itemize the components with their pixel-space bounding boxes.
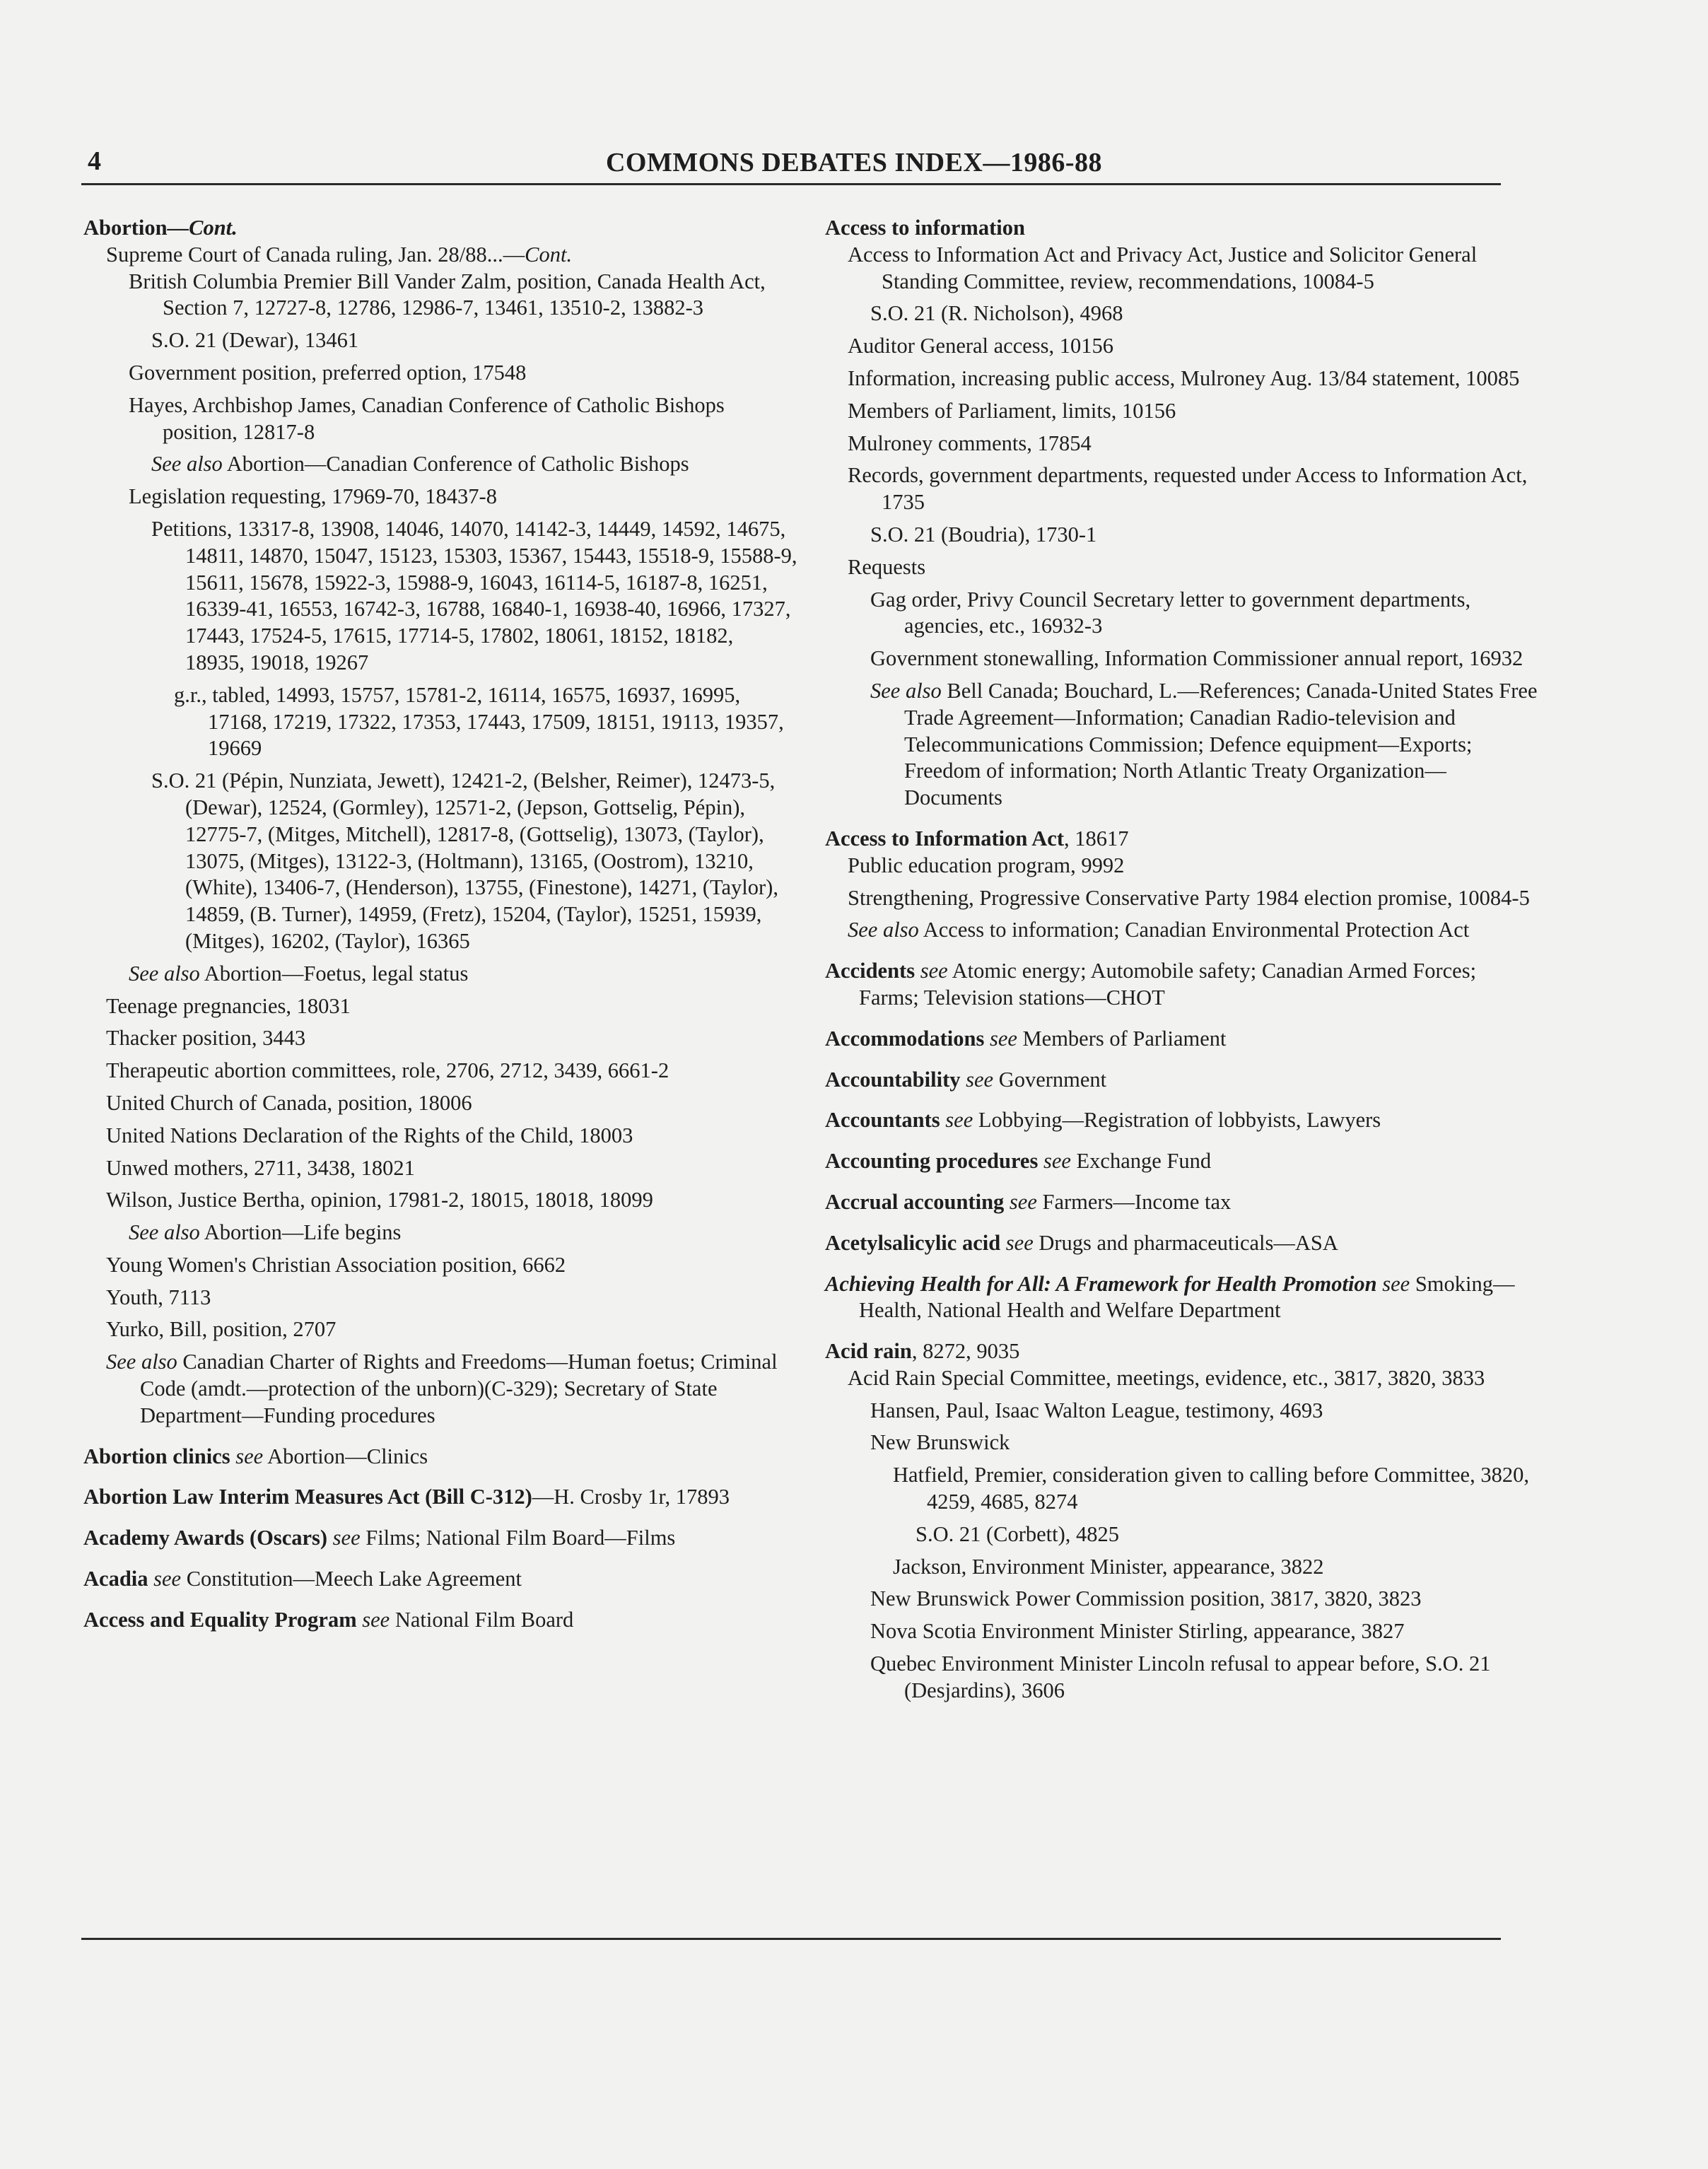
entry-text: Auditor General access, 10156 (848, 334, 1114, 358)
entry-text: Wilson, Justice Bertha, opinion, 17981-2, 18015, 18018, 18099 (106, 1188, 653, 1212)
index-subentry (848, 853, 1539, 879)
entry-text: Lobbying—Registration of lobbyists, Lawyers (973, 1108, 1381, 1133)
entry-text (327, 1526, 333, 1550)
entry-text: Acadia (83, 1567, 148, 1591)
entry-text: National Film Board (390, 1607, 574, 1632)
index-subentry (870, 1586, 1539, 1613)
index-subentry (870, 678, 1539, 812)
entry-text: Mulroney comments, 17854 (848, 431, 1092, 455)
entry-text: see (153, 1567, 182, 1591)
entry-text: S.O. 21 (Pépin, Nunziata, Jewett), 12421-2, (Belsher, Reimer), 12473-5, (Dewar), 12524, (Gormley), 12571-2, (Jepson, Gottselig, Pépin), 12775-7, (Mitges, Mitchell), 12817-8, (Gottselig), 13073, (Taylor), 13075, (Mitges), 13122-3, (Holtmann), 13165, (Oostrom), 13210, (White), 13406-7, (Henderson), 13755, (Finestone), 14271, (Taylor), 14859, (B. Turner), 14959, (Fretz), 15204, (Taylor), 15251, 15939, (Mitges), 16202, (Taylor), 16365 (151, 768, 778, 953)
entry-text: Government stonewalling, Information Commissioner annual report, 16932 (870, 646, 1523, 671)
index-heading-entry (83, 1525, 797, 1552)
entry-text (1000, 1231, 1006, 1255)
entry-text: Youth, 7113 (106, 1285, 211, 1309)
entry-text: Teenage pregnancies, 18031 (106, 993, 351, 1018)
entry-text: Constitution—Meech Lake Agreement (181, 1567, 522, 1591)
index-heading-entry (825, 958, 1539, 1012)
entry-text: Young Women's Christian Association position, 6662 (106, 1252, 566, 1277)
entry-text: Members of Parliament, limits, 10156 (848, 398, 1176, 423)
index-subentry (916, 1521, 1539, 1548)
index-subentry (893, 1462, 1539, 1516)
entry-text: Cont. (525, 242, 573, 267)
index-subentry (848, 242, 1539, 296)
entry-text: —Cont. (167, 216, 238, 240)
index-heading-entry (825, 1107, 1539, 1134)
index-subentry (106, 1155, 797, 1182)
entry-text: see (1043, 1149, 1071, 1174)
index-subentry (870, 645, 1539, 672)
entry-text: Access to information; Canadian Environmental Protection Act (918, 918, 1470, 942)
entry-text: Unwed mothers, 2711, 3438, 18021 (106, 1155, 415, 1180)
entry-text (984, 1027, 990, 1051)
index-subentry (870, 1430, 1539, 1456)
entry-text: , 8272, 9035 (911, 1339, 1020, 1364)
index-subentry (106, 993, 797, 1020)
index-subentry (106, 1187, 797, 1214)
index-subentry (893, 1554, 1539, 1581)
entry-text: Access to information (825, 216, 1025, 240)
entry-text: See also (106, 1350, 177, 1374)
index-subentry (870, 1618, 1539, 1645)
index-heading-entry (825, 1189, 1539, 1216)
index-heading-entry (83, 215, 797, 242)
entry-text: See also (151, 452, 223, 477)
entry-text: Accountability (825, 1067, 961, 1092)
index-subentry (848, 366, 1539, 392)
index-subentry (106, 1123, 797, 1150)
index-subentry (174, 682, 797, 762)
entry-text: see (966, 1067, 994, 1092)
entry-text: S.O. 21 (Corbett), 4825 (916, 1521, 1120, 1546)
entry-text: Requests (848, 554, 926, 579)
index-subentry (106, 242, 797, 269)
index-heading-entry (825, 1271, 1539, 1325)
index-heading-entry (83, 1607, 797, 1634)
entry-text: see (1382, 1271, 1410, 1296)
entry-text: Nova Scotia Environment Minister Stirling, appearance, 3827 (870, 1619, 1405, 1644)
entry-text: British Columbia Premier Bill Vander Zalm, position, Canada Health Act, Section 7, 12727-8, 12786, 12986-7, 13461, 13510-2, 13882-3 (129, 269, 766, 320)
entry-text: Petitions, 13317-8, 13908, 14046, 14070, 14142-3, 14449, 14592, 14675, 14811, 14870, 15047, 15123, 15303, 15367, 15443, 15518-9, 15588-9, 15611, 15678, 15922-3, 15988-9, 16043, 16114-5, 16187-8, 16251, 16339-41, 16553, 16742-3, 16788, 16840-1, 16938-40, 16966, 17327, 17443, 17524-5, 17615, 17714-5, 17802, 18061, 18152, 18182, 18935, 19018, 19267 (151, 516, 797, 674)
entry-text: see (362, 1607, 390, 1632)
index-column-left (83, 215, 797, 1634)
index-subentry (106, 1349, 797, 1429)
entry-text: Access and Equality Program (83, 1607, 357, 1632)
index-subentry (129, 392, 797, 446)
entry-text: Hansen, Paul, Isaac Walton League, testimony, 4693 (870, 1398, 1323, 1422)
index-subentry (870, 1398, 1539, 1425)
index-subentry (848, 462, 1539, 516)
entry-text: United Nations Declaration of the Rights of the Child, 18003 (106, 1123, 633, 1147)
index-heading-entry (825, 1148, 1539, 1175)
index-subentry (129, 360, 797, 387)
index-subentry (848, 333, 1539, 360)
entry-text: Accommodations (825, 1026, 985, 1051)
index-heading-entry (83, 1566, 797, 1593)
index-subentry (106, 1252, 797, 1279)
index-column-right (825, 215, 1539, 1705)
entry-text: Strengthening, Progressive Conservative Party 1984 election promise, 10084-5 (848, 885, 1530, 910)
index-subentry (106, 1025, 797, 1052)
entry-text: Acid Rain Special Committee, meetings, evidence, etc., 3817, 3820, 3833 (848, 1365, 1485, 1390)
index-heading-entry (825, 1230, 1539, 1257)
entry-text: Farmers—Income tax (1036, 1189, 1232, 1214)
entry-text: S.O. 21 (Boudria), 1730-1 (870, 522, 1097, 546)
entry-text: Abortion Law Interim Measures Act (Bill C-312) (83, 1485, 532, 1509)
entry-text: see (235, 1444, 264, 1468)
index-subentry (151, 516, 797, 677)
index-subentry (848, 1365, 1539, 1392)
entry-text: see (920, 959, 948, 983)
entry-text: Acetylsalicylic acid (825, 1230, 1001, 1255)
index-subentry (848, 917, 1539, 944)
entry-text: Thacker position, 3443 (106, 1026, 306, 1051)
index-subentry (106, 1285, 797, 1311)
entry-text: see (945, 1108, 973, 1133)
index-heading-entry (825, 215, 1539, 242)
entry-text: g.r., tabled, 14993, 15757, 15781-2, 16114, 16575, 16937, 16995, 17168, 17219, 17322, 17353, 17443, 17509, 18151, 19113, 19357, 19669 (174, 682, 784, 761)
entry-text: New Brunswick (870, 1430, 1010, 1455)
index-subentry (129, 484, 797, 510)
entry-text: See also (129, 1220, 200, 1245)
index-heading-entry (825, 1338, 1539, 1365)
index-subentry (106, 1090, 797, 1117)
entry-text: Abortion—Canadian Conference of Catholic Bishops (222, 452, 689, 477)
entry-text: Public education program, 9992 (848, 853, 1125, 877)
entry-text: Bell Canada; Bouchard, L.—References; Canada-United States Free Trade Agreement—Information; Canadian Radio-television and Telecommunications Commission; Defence equipment—Exports; Freedom of information; North Atlantic Treaty Organization—Documents (904, 678, 1538, 810)
entry-text: Abortion—Life begins (199, 1220, 402, 1245)
entry-text: See also (870, 678, 942, 703)
entry-text: S.O. 21 (Dewar), 13461 (151, 328, 359, 353)
index-subentry (129, 1220, 797, 1246)
entry-text: Members of Parliament (1017, 1026, 1227, 1051)
entry-text: Abortion clinics (83, 1444, 230, 1468)
entry-text: see (332, 1526, 361, 1550)
entry-text: Smoking—Health, National Health and Welfare Department (859, 1271, 1515, 1323)
entry-text (1004, 1190, 1010, 1214)
entry-text: Records, government departments, requested under Access to Information Act, 1735 (848, 463, 1528, 515)
entry-text (1038, 1149, 1043, 1173)
entry-text: New Brunswick Power Commission position, 3817, 3820, 3823 (870, 1586, 1422, 1611)
index-subentry (848, 885, 1539, 912)
index-subentry (848, 398, 1539, 425)
index-heading-entry (825, 1067, 1539, 1094)
index-subentry (151, 327, 797, 354)
entry-text (960, 1068, 966, 1092)
index-subentry (129, 961, 797, 988)
entry-text: Accrual accounting (825, 1189, 1005, 1214)
entry-text: Government (993, 1067, 1107, 1092)
entry-text: see (989, 1026, 1017, 1051)
entry-text: Information, increasing public access, Mulroney Aug. 13/84 statement, 10085 (848, 366, 1520, 390)
entry-text: See also (848, 918, 919, 942)
index-subentry (129, 269, 797, 322)
entry-text: Quebec Environment Minister Lincoln refusal to appear before, S.O. 21 (Desjardins), 3606 (870, 1651, 1491, 1702)
entry-text: —H. Crosby 1r, 17893 (532, 1485, 730, 1509)
entry-text: Access to Information Act and Privacy Act, Justice and Solicitor General Standing Committee, review, recommendations, 10084-5 (848, 242, 1478, 293)
index-heading-entry (83, 1484, 797, 1511)
entry-text: see (1005, 1230, 1034, 1255)
footer-rule (81, 1938, 1501, 1940)
entry-text: Legislation requesting, 17969-70, 18437-8 (129, 484, 497, 509)
entry-text: Hayes, Archbishop James, Canadian Conference of Catholic Bishops position, 12817-8 (129, 392, 725, 444)
entry-text: Acid rain (825, 1339, 912, 1364)
entry-text (148, 1567, 154, 1591)
entry-text: Therapeutic abortion committees, role, 2706, 2712, 3439, 6661-2 (106, 1058, 669, 1083)
entry-text: , 18617 (1063, 826, 1129, 850)
entry-text: Hatfield, Premier, consideration given to calling before Committee, 3820, 4259, 4685, 8274 (893, 1463, 1529, 1514)
entry-text: See also (129, 961, 200, 986)
entry-text: Access to Information Act (825, 826, 1064, 850)
index-subentry (151, 768, 797, 955)
index-heading-entry (825, 826, 1539, 853)
entry-text: Canadian Charter of Rights and Freedoms—Human foetus; Criminal Code (amdt.—protection of the unborn)(C-329); Secretary of State Department—Funding procedures (140, 1350, 778, 1427)
entry-text: see (1009, 1189, 1037, 1214)
index-subentry (870, 1651, 1539, 1705)
running-title: COMMONS DEBATES INDEX—1986-88 (605, 148, 1103, 177)
entry-text: Abortion—Clinics (263, 1444, 428, 1468)
index-heading-entry (83, 1444, 797, 1471)
index-subentry (870, 522, 1539, 549)
index-subentry (106, 1316, 797, 1343)
index-subentry (106, 1058, 797, 1084)
entry-text: Drugs and pharmaceuticals—ASA (1033, 1230, 1338, 1255)
entry-text: Films; National Film Board—Films (360, 1526, 676, 1550)
index-subentry (151, 451, 797, 478)
header-rule (81, 183, 1501, 185)
entry-text: Gag order, Privy Council Secretary letter to government departments, agencies, etc., 16932-3 (870, 587, 1471, 638)
entry-text: S.O. 21 (R. Nicholson), 4968 (870, 301, 1123, 326)
entry-text: Jackson, Environment Minister, appearance, 3822 (893, 1554, 1324, 1579)
index-subentry (870, 300, 1539, 327)
index-heading-entry (825, 1026, 1539, 1053)
entry-text: Abortion (83, 216, 168, 240)
entry-text: Accounting procedures (825, 1149, 1039, 1174)
entry-text: Abortion—Foetus, legal status (199, 961, 469, 986)
entry-text: United Church of Canada, position, 18006 (106, 1090, 472, 1115)
entry-text: Achieving Health for All: A Framework for Health Promotion (825, 1271, 1377, 1296)
index-subentry (848, 431, 1539, 457)
entry-text: Government position, preferred option, 17548 (129, 360, 527, 385)
entry-text: Atomic energy; Automobile safety; Canadian Armed Forces; Farms; Television stations—CHOT (859, 959, 1477, 1010)
entry-text: Accidents (825, 959, 916, 983)
index-subentry (870, 587, 1539, 641)
entry-text: Supreme Court of Canada ruling, Jan. 28/88...— (106, 242, 525, 267)
entry-text: Exchange Fund (1070, 1149, 1212, 1174)
entry-text: Yurko, Bill, position, 2707 (106, 1317, 337, 1342)
entry-text: Academy Awards (Oscars) (83, 1526, 328, 1550)
entry-text: Accountants (825, 1108, 940, 1133)
index-subentry (848, 554, 1539, 581)
entry-text (915, 959, 920, 983)
page-number: 4 (88, 146, 101, 176)
